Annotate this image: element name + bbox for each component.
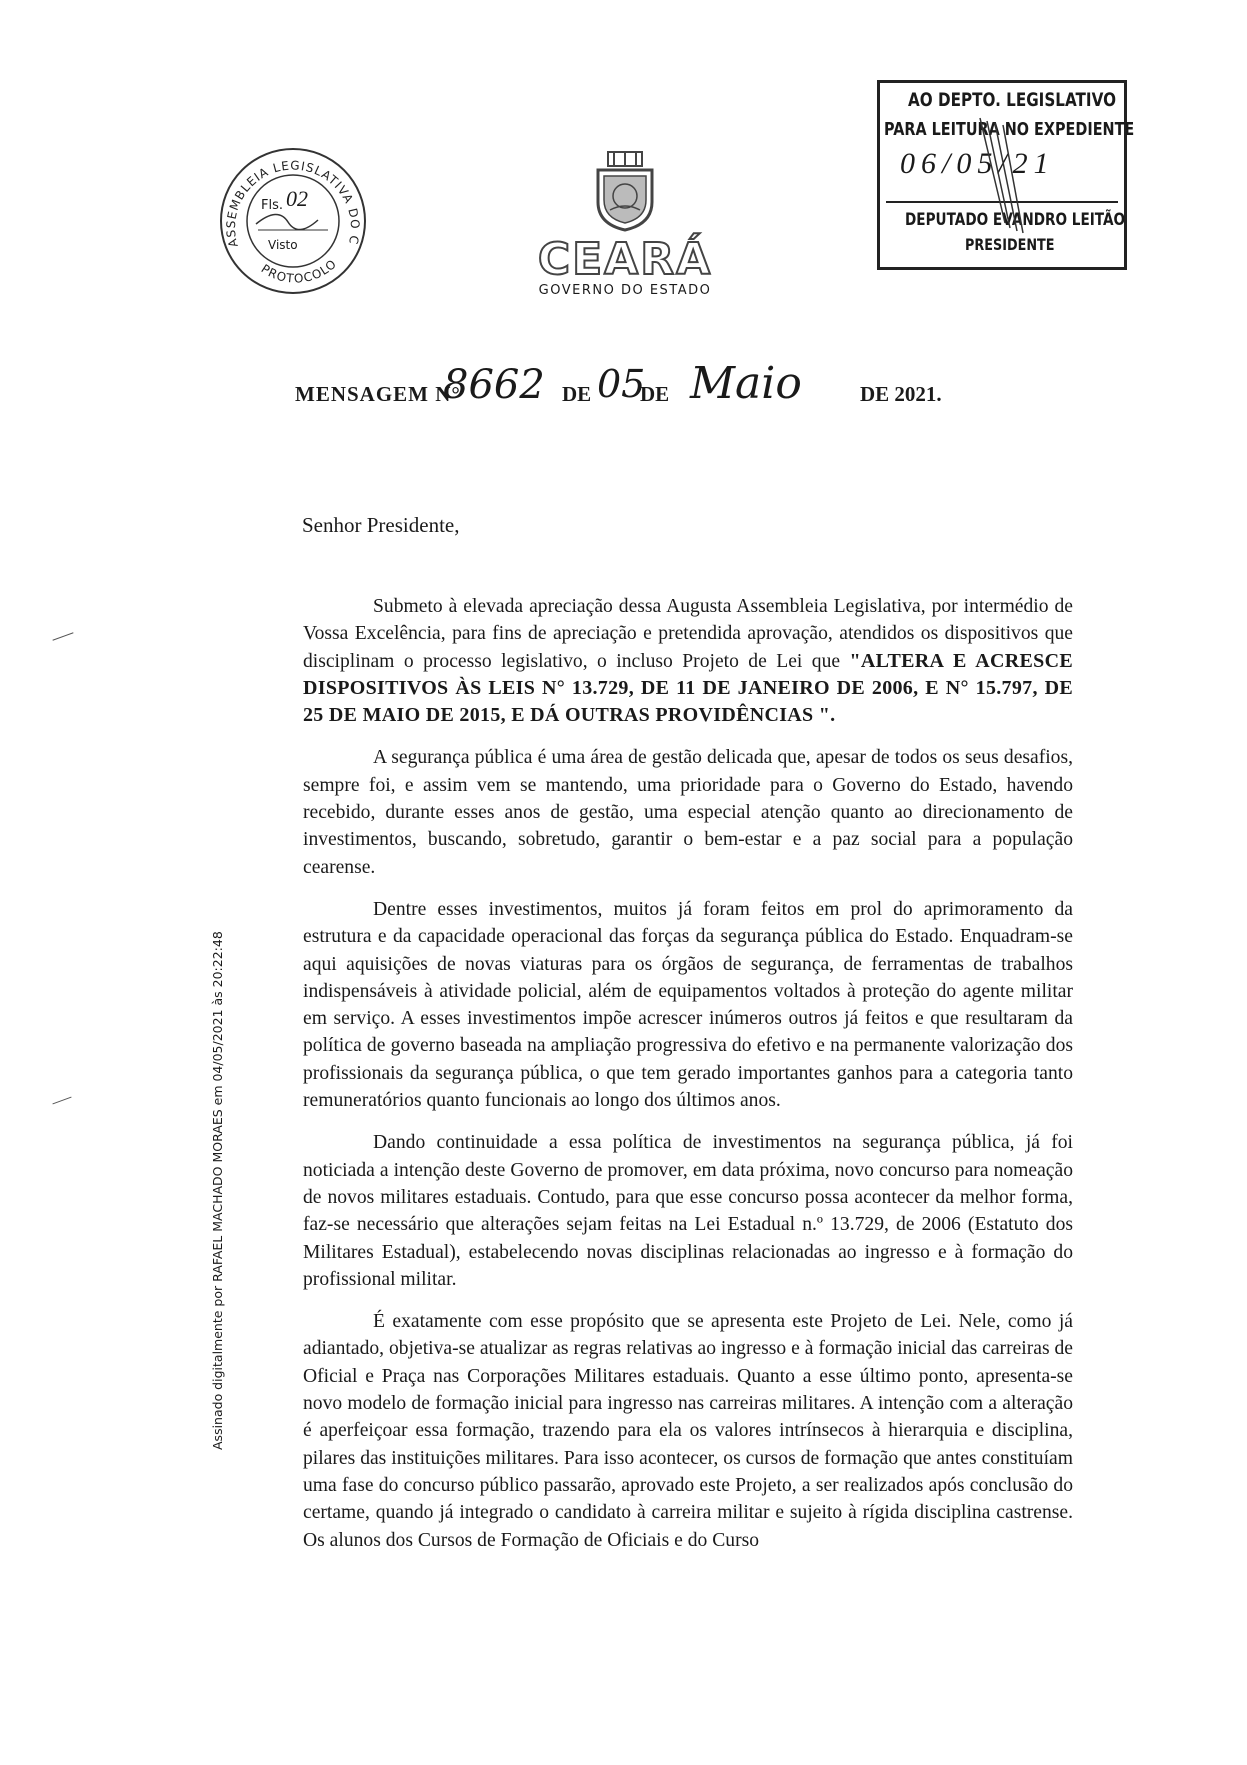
message-body xyxy=(303,593,1073,1569)
paragraph-4: Dando continuidade a essa política de investimentos na segurança pública, já foi noticiada a intenção deste Governo de promover, em data próxima, novo concurso para nomeação de novos militares estaduais. Contudo, para que esse concurso possa acontecer da melhor forma, faz-se necessário que alterações sejam feitas na Lei Estadual n.º 13.729, de 2006 (Estatuto dos Militares Estadual), estabelecendo novas disciplinas relacionadas ao ingresso e à formação do profissional militar. xyxy=(303,1132,1073,1290)
paragraph-2: A segurança pública é uma área de gestão delicada que, apesar de todos os seus desafios, sempre foi, e assim vem se mantendo, uma prioridade para o Governo do Estado, havendo recebido, durante esses anos de gestão, uma especial atenção quanto ao direcionamento de investimentos, buscando, sobretudo, garantir o bem-estar e a paz social para a população cearense. xyxy=(303,747,1073,878)
message-month: Maio xyxy=(690,358,802,409)
salutation: Senhor Presidente, xyxy=(302,513,460,537)
seal-ring-text-bottom: PROTOCOLO xyxy=(258,256,340,286)
paragraph-1-text: Submeto à elevada apreciação dessa Augusta Assembleia Legislativa, por intermédio de Vossa Excelência, para fins de apreciação e pretendida aprovação, atendidos os dispositivos que disciplinam o processo legislativo, o incluso Projeto de Lei que xyxy=(303,596,1073,672)
message-de-2: DE xyxy=(640,382,670,406)
seal-ring-icon xyxy=(218,146,368,296)
message-year: DE 2021. xyxy=(860,382,942,406)
message-de-1: DE xyxy=(562,382,592,406)
stamp-date: 06/05/21 xyxy=(900,147,1055,180)
message-day: 05 xyxy=(597,362,646,406)
legislative-stamp xyxy=(877,80,1135,270)
state-crest-icon xyxy=(590,150,660,232)
seal-visto-label: Visto xyxy=(268,238,298,252)
message-number: 8662 xyxy=(443,362,545,408)
margin-mark xyxy=(52,1097,71,1105)
signature-scribble-icon xyxy=(975,113,1035,263)
logo-subtitle: GOVERNO DO ESTADO xyxy=(538,283,712,298)
seal-fls-value: 02 xyxy=(286,186,308,211)
paragraph-1 xyxy=(303,593,1073,729)
margin-mark xyxy=(52,632,73,640)
stamp-line-3: DEPUTADO EVANDRO LEITÃO xyxy=(905,210,1126,230)
digital-signature-note: Assinado digitalmente por RAFAEL MACHADO MORAES em 04/05/2021 às 20:22:48 xyxy=(210,931,225,1450)
stamp-line-1: AO DEPTO. LEGISLATIVO xyxy=(908,89,1116,111)
seal-fls-label: Fls. xyxy=(261,198,283,213)
stamp-line-2: PARA LEITURA NO EXPEDIENTE xyxy=(884,119,1135,140)
paragraph-5: É exatamente com esse propósito que se apresenta este Projeto de Lei. Nele, como já adiantado, objetiva-se atualizar as regras relativas ao ingresso e à formação inicial das carreiras de Oficial e Praça nas Corporações Militares estaduais. Quanto a esse último ponto, apresenta-se novo modelo de formação inicial para ingresso nas carreiras militares. A intenção com a alteração é aperfeiçoar essa formação, trazendo para ela os valores intrínsecos à hierarquia e disciplina, pilares das instituições militares. Para isso acontecer, os cursos de formação que antes constituíam uma fase do concurso público passarão, aprovado este Projeto, a ser realizados após conclusão do certame, quando já integrado o candidato à carreira militar e sujeito à rígida disciplina castrense. Os alunos dos Cursos de Formação de Oficiais e do Curso xyxy=(303,1311,1073,1551)
stamp-line-4: PRESIDENTE xyxy=(965,235,1055,254)
logo-name: CEARÁ xyxy=(537,234,713,285)
seal-ring-text-top: ASSEMBLEIA LEGISLATIVA DO C xyxy=(223,158,363,249)
paragraph-3: Dentre esses investimentos, muitos já foram feitos em prol do aprimoramento da estrutura e da capacidade operacional das forças da segurança pública do Estado. Enquadram-se aqui aquisições de novas viaturas para os órgãos de segurança, de ferramentas de trabalhos indispensáveis à atividade policial, além de equipamentos voltados à proteção do agente militar em serviço. A esses investimentos impõe acrescer inúmeros outros já feitos e que resultaram da política de governo baseada na ampliação progressiva do efetivo e na permanente valorização dos profissionais da segurança pública, o que tem gerado importantes ganhos para a categoria tanto remuneratórios quanto funcionais ao longo dos últimos anos. xyxy=(303,898,1073,1112)
bill-title: "ALTERA E ACRESCE DISPOSITIVOS ÀS LEIS N° 13.729, DE 11 DE JANEIRO DE 2006, E N° 15.797, DE 25 DE MAIO DE 2015, E DÁ OUTRAS PROVIDÊNCIAS ". xyxy=(303,649,1073,727)
message-label: MENSAGEM N° xyxy=(295,382,461,406)
protocol-seal xyxy=(218,146,368,296)
